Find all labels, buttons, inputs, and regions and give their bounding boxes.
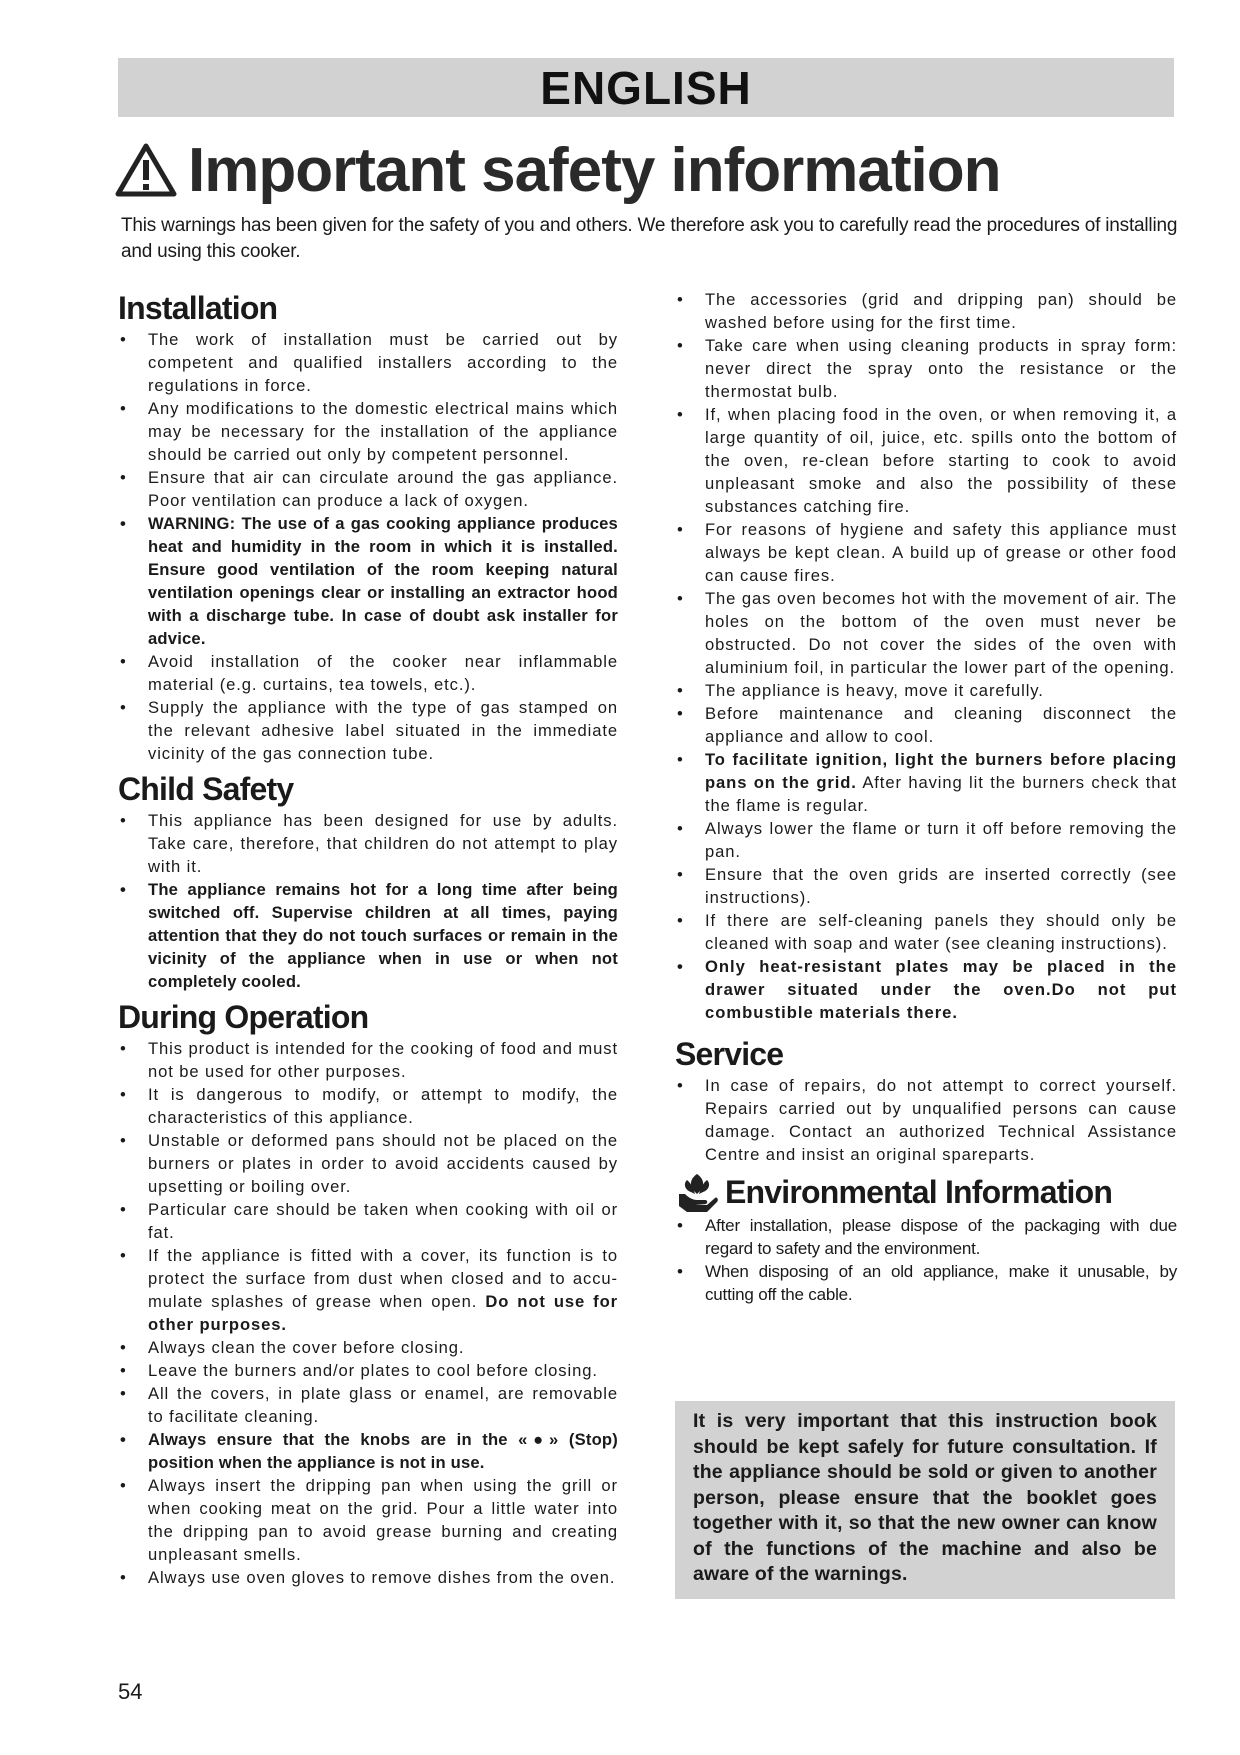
list-item: • Always clean the cover before closing. [118,1336,618,1359]
warning-triangle-icon [114,142,178,198]
installation-heading: Installation [118,290,278,326]
continued-list [675,288,1177,1024]
list-item: • Only heat-resistant plates may be placed in the drawer situated under the oven.Do not put combustible materials there. [675,955,1177,1024]
during-operation-heading: During Operation [118,999,369,1035]
recycle-hand-plant-icon [675,1170,719,1214]
list-item: • When disposing of an old appliance, make it unusable, by cutting off the cable. [675,1260,1177,1306]
important-note-text: It is very important that this instruction book should be kept safely for future consultation. If the appliance should be sold or given to another person, please ensure that the booklet goes together with it, so that the new owner can know of the functions of the machine and also be aware of the warnings. [693,1410,1157,1585]
list-item: • Unstable or deformed pans should not be placed on the burners or plates in order to avoid accidents caused by upsetting or boiling over. [118,1129,618,1198]
list-item: • Always use oven gloves to remove dishes from the oven. [118,1566,618,1589]
language-label: ENGLISH [540,61,752,114]
list-item: • Always lower the flame or turn it off before removing the pan. [675,817,1177,863]
list-item: • The gas oven becomes hot with the movement of air. The holes on the bottom of the oven must never be obstructed. Do not cover the sides of the oven with aluminium foil, in particular the lower part of the opening. [675,587,1177,679]
list-item: • Particular care should be taken when cooking with oil or fat. [118,1198,618,1244]
ignition-text: After having lit the burners check that the flame is regular. [705,773,1177,815]
list-item: • In case of repairs, do not attempt to correct yourself. Repairs carried out by unqualified persons can cause damage. Contact an authorized Technical Assistance Centre and insist an original spareparts. [675,1074,1177,1166]
list-item: • Ensure that the oven grids are inserted correctly (see instructions). [675,863,1177,909]
environmental-header [675,1170,1177,1214]
list-item: • For reasons of hygiene and safety this appliance must always be kept clean. A build up of grease or other food can cause fires. [675,518,1177,587]
list-item: • WARNING: The use of a gas cooking appliance produces heat and humidity in the room in which it is installed. Ensure good ventilation of the room keeping natural ventilation openings clear or installing an extractor hood with a discharge tube. In case of doubt ask installer for advice. [118,512,618,650]
list-item: • This product is intended for the cooking of food and must not be used for other purposes. [118,1037,618,1083]
environmental-list [675,1214,1177,1306]
list-item: • Take care when using cleaning products in spray form: never direct the spray onto the resistance or the thermostat bulb. [675,334,1177,403]
list-item: • Leave the burners and/or plates to cool before closing. [118,1359,618,1382]
list-item: • Avoid installation of the cooker near inflammable material (e.g. curtains, tea towels, etc.). [118,650,618,696]
list-item: • All the covers, in plate glass or enamel, are removable to facilitate cleaning. [118,1382,618,1428]
list-item: • Any modifications to the domestic electrical mains which may be necessary for the installation of the appliance should be carried out only by competent personnel. [118,397,618,466]
page-number: 54 [118,1679,143,1704]
left-column [118,288,618,1589]
child-safety-heading: Child Safety [118,771,294,807]
list-item: • Supply the appliance with the type of gas stamped on the relevant adhesive label situated in the immediate vicinity of the gas connection tube. [118,696,618,765]
list-item: • The appliance is heavy, move it carefully. [675,679,1177,702]
during-operation-list [118,1037,618,1589]
list-item: • This appliance has been designed for use by adults. Take care, therefore, that children do not attempt to play with it. [118,809,618,878]
cover-text: If the appliance is fitted with a cover, its function is to protect the surface from dust when closed and to accu-mulate splashes of grease when open. [148,1246,618,1311]
list-item: • After installation, please dispose of the packaging with due regard to safety and the environment. [675,1214,1177,1260]
list-item: • It is dangerous to modify, or attempt to modify, the characteristics of this appliance. [118,1083,618,1129]
environmental-heading: Environmental Information [725,1174,1113,1210]
list-item: • Always insert the dripping pan when using the grill or when cooking meat on the grid. Pour a little water into the dripping pan to avoid grease burning and creating unpleasant smells. [118,1474,618,1566]
cover-warning: Do not use for other purposes. [148,1292,619,1334]
intro-text: This warnings has been given for the safety of you and others. We therefore ask you to carefully read the procedures of installing and using this cooker. [121,215,1178,262]
list-item: • Before maintenance and cleaning disconnect the appliance and allow to cool. [675,702,1177,748]
page-title-row [114,130,1001,210]
child-safety-list [118,809,618,993]
page-title: Important safety information [188,135,1001,205]
important-note-box [675,1401,1175,1599]
language-banner [118,58,1174,117]
list-item: • If, when placing food in the oven, or when removing it, a large quantity of oil, juice, etc. spills onto the bottom of the oven, re-clean before starting to cook to avoid unpleasant smoke and also the possibility of these substances catching fire. [675,403,1177,518]
list-item: • The appliance remains hot for a long time after being switched off. Supervise children at all times, paying attention that they do not touch surfaces or remain in the vicinity of the appliance when in use or when not completely cooled. [118,878,618,993]
list-item: • The work of installation must be carried out by competent and qualified installers according to the regulations in force. [118,328,618,397]
list-item: • If there are self-cleaning panels they should only be cleaned with soap and water (see cleaning instructions). [675,909,1177,955]
list-item: • The accessories (grid and dripping pan) should be washed before using for the first time. [675,288,1177,334]
list-item [118,1244,618,1336]
service-heading: Service [675,1036,784,1072]
list-item: • Always ensure that the knobs are in the «●» (Stop) position when the appliance is not in use. [118,1428,618,1474]
list-item: • Ensure that air can circulate around the gas appliance. Poor ventilation can produce a lack of oxygen. [118,466,618,512]
service-list [675,1074,1177,1166]
right-column [675,288,1177,1306]
installation-list [118,328,618,765]
list-item [675,748,1177,817]
ignition-warning: To facilitate ignition, light the burners before placing pans on the grid. [705,750,1177,792]
